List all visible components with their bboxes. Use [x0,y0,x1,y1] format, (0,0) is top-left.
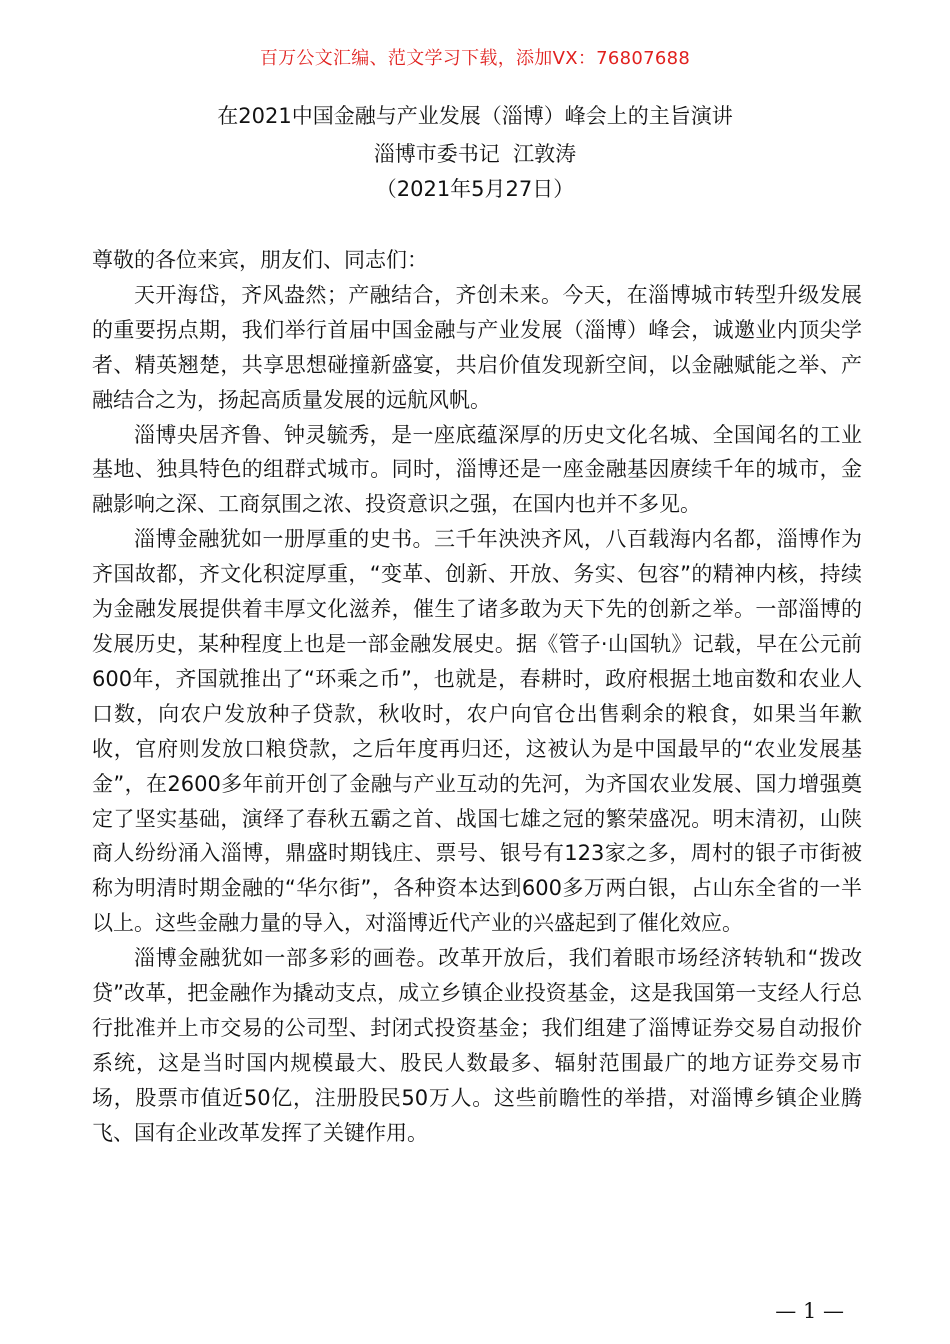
paragraph: 淄博金融犹如一册厚重的史书。三千年泱泱齐风，八百载海内名都，淄博作为齐国故都，齐文化积淀厚重，“变革、创新、开放、务实、包容”的精神内核，持续为金融发展提供着丰厚文化滋养，催生了诸多敢为天下先的创新之举。一部淄博的发展历史，某种程度上也是一部金融发展史。据《管子·山国轨》记载，早在公元前600年，齐国就推出了“环乘之币”，也就是，春耕时，政府根据土地亩数和农业人口数，向农户发放种子贷款，秋收时，农户向官仓出售剩余的粮食，如果当年歉收，官府则发放口粮贷款，之后年度再归还，这被认为是中国最早的“农业发展基金”，在2600多年前开创了金融与产业互动的先河，为齐国农业发展、国力增强奠定了坚实基础，演绎了春秋五霸之首、战国七雄之冠的繁荣盛况。明末清初，山陕商人纷纷涌入淄博，鼎盛时期钱庄、票号、银号有123家之多，周村的银子市街被称为明清时期金融的“华尔街”，各种资本达到600多万两白银，占山东全省的一半以上。这些金融力量的导入，对淄博近代产业的兴盛起到了催化效应。 [92,527,862,936]
speech-date: （2021年5月27日） [375,177,575,201]
salutation: 尊敬的各位来宾，朋友们、同志们： [92,248,428,272]
paragraph: 淄博金融犹如一部多彩的画卷。改革开放后，我们着眼市场经济转轨和“拨改贷”改革，把金融作为撬动支点，成立乡镇企业投资基金，这是我国第一支经人行总行批准并上市交易的公司型、封闭式投资基金；我们组建了淄博证券交易自动报价系统，这是当时国内规模最大、股民人数最多、辐射范围最广的地方证券交易市场，股票市值近50亿，注册股民50万人。这些前瞻性的举措，对淄博乡镇企业腾飞、国有企业改革发挥了关键作用。 [92,946,862,1145]
watermark-text: 百万公文汇编、范文学习下载，添加VX：76807688 [259,48,691,69]
page-number: — 1 — [775,1299,844,1323]
speech-title: 在2021中国金融与产业发展（淄博）峰会上的主旨演讲 [217,104,733,128]
speech-author: 淄博市委书记 江敦涛 [373,142,577,166]
speech-body [92,243,862,1151]
page-number-footer [0,1299,950,1323]
paragraph: 淄博央居齐鲁、钟灵毓秀，是一座底蕴深厚的历史文化名城、全国闻名的工业基地、独具特色的组群式城市。同时，淄博还是一座金融基因赓续千年的城市，金融影响之深、工商氛围之浓、投资意识之强，在国内也并不多见。 [92,422,862,517]
paragraph: 天开海岱，齐风盎然；产融结合，齐创未来。今天，在淄博城市转型升级发展的重要拐点期，我们举行首届中国金融与产业发展（淄博）峰会，诚邀业内顶尖学者、精英翘楚，共享思想碰撞新盛宴，共启价值发现新空间，以金融赋能之举、产融结合之为，扬起高质量发展的远航风帆。 [92,282,862,412]
